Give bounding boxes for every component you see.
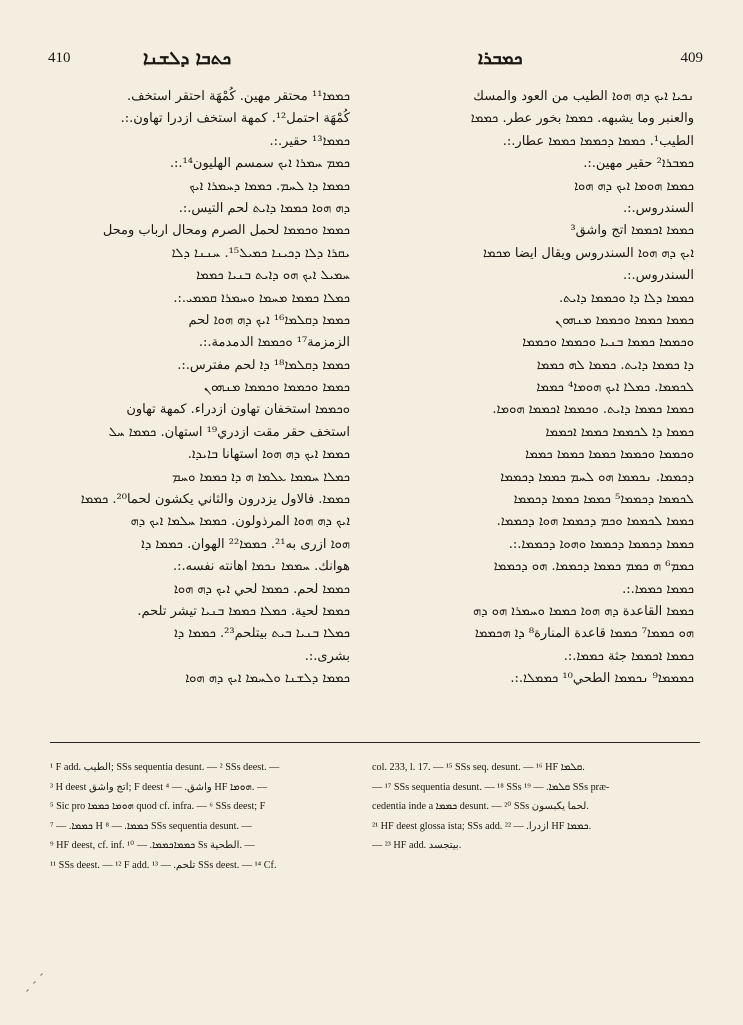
footnote-line: ⁹ HF deest, cf. inf. ܟܡܡܐܟܡܡܐ. — ¹⁰ Ss الطحية. —: [50, 840, 255, 852]
footnote-line: ²¹ HF deest glossa ista; SSs add. ازدرا. — ²² HF ܟܡܡܐ.: [372, 820, 592, 832]
entry-line: الزمزمة¹⁷ ܘܟܡܡܐ الدمدمة.:.: [198, 335, 350, 351]
entry-line: ܟܡܠܐ ܟܡܡܐ ܡܚܡܐ ܘܚܡܪܐ ܩܡܡܝ.:.: [173, 290, 350, 306]
entry-line: ܟܡܡܐ لحية. ܟܡܠܐ ܟܡܡܐ ܒܢܝܐ تيشر تلحم.: [137, 603, 350, 619]
entry-line: ܟܡܡܡܐ⁹ ܢܟܡܡܐ الطحي¹⁰ ܟܡܡܠܐ.:.: [510, 671, 694, 687]
footnote-line: col. 233, l. 17. — ¹⁵ SSs seq. desunt. — ¹⁶ HF ܩܠܡܐ.: [372, 762, 585, 773]
entry-line: ܟܡܠܐ ܚܡܡܐ ܥܠܡܐ ܗ ܕܐ ܟܡܡܐ ܘܚܡ: [172, 469, 350, 485]
entry-line: ܘܟܡܡܐ ܟܡܡܐ ܒܢܝܐ ܘܟܡܡܐ ܘܟܡܡܐ: [522, 335, 694, 351]
entry-line: ܟܡܡܐ ܕܠܫܢܐ ܘܠܚܡܐ ܐܝܟ ܕܗ ܗܘܐ: [185, 671, 350, 687]
entry-line: ܟܡܡܐ ܘܟܡܡܐ لحمل الصرم ومحال ارباب ومحل: [102, 223, 350, 239]
entry-line: ܟܡܠܐ ܒܢܝܐ ܒܝܬ بيتلحم²³. ܟܡܡܐ ܕܐ: [174, 626, 350, 642]
entry-line: والعنبر وما يشبهه. ܟܡܡܐ بخور عطر. ܟܡܡܐ: [470, 111, 694, 127]
entry-line: ܟܡܡܐ ܠܟܡܡܐ ܘܟܡ ܕܟܡܡܐ ܗܘܐ ܕܟܡܡܐ.: [496, 514, 694, 530]
left-footnotes: [50, 758, 360, 876]
entry-line: ܟܡܡܐ ܘܟܡܡܐ ܘܟܡܡܐ ܡܢܗܘܢ: [203, 380, 350, 396]
page-header: [48, 50, 703, 80]
footnote-line: ¹¹ SSs deest. — ¹² F add. تلحم. — ¹³ SSs deest. — ¹⁴ Cf.: [50, 859, 277, 871]
footnote-line: ܟܡܡܐ. — ⁷ H ܟܡܡܐ. — ⁸ SSs sequentia desunt. —: [50, 820, 252, 832]
entry-line: السندروس.:.: [623, 200, 694, 216]
entry-line: بشرى.:.: [304, 648, 350, 664]
entry-line: ܟܡܡܐ ܐܟܡܡܐ جثة ܟܡܡܐ.:.: [563, 648, 694, 664]
entry-line: ܟܡܡܐ ܟܡܡܐ.:.: [622, 581, 694, 597]
entry-line: ܠܟܡܡܐ ܕܟܡܡܐ⁵ ܟܡܡܐ ܟܡܡܐ ܕܟܡܡܐ: [513, 492, 694, 508]
entry-line: ܟܡܡܐ ܕܐ ܠܟܡܡܐ ܟܡܡܐ ܐܟܡܡܐ: [545, 424, 694, 440]
entry-line: ܟܡܡܐ ܕܐ ܠܚܡ. ܟܡܡܐ ܕܚܡܪܐ ܐܝܟ: [189, 178, 350, 194]
entry-line: ܟܡܡܐ ܐܟܡܡܐ اتج واشق³: [570, 223, 694, 239]
entry-line: ܘܟܡܡܐ استخفان تهاون ازدراء. كمهة تهاون: [126, 402, 350, 418]
entry-line: ܟܡܡܐ ܟܡܡܐ ܕܐܝܬ. ܘܟܡܡܐ ܐܟܡܡܐ ܗܘܡܐ.: [492, 402, 694, 418]
left-running-head: ܟܬܒܐ ܕܠܫܢܐ: [143, 48, 232, 69]
footnote-line: ³ H deest اتج واشق; F deest واشق. — ⁴ HF ܗܘܡܐ. —: [50, 781, 268, 793]
entry-line: ܘܟܡܡܐ ܘܟܡܡܐ ܟܡܡܐ ܟܡܡܐ ܟܡܡܐ: [525, 447, 694, 463]
entry-line: ܟܡܡ ܚܡܪܐ ܐܝܟ سمسم الهليون¹⁴.:.: [169, 156, 350, 172]
entry-line: ܚܡܝܠ ܐܝܟ ܗܘ ܕܐܝܬ ܒܢܝܐ ܟܡܡܐ: [196, 268, 350, 284]
right-text-column: [372, 86, 694, 691]
entry-line: ܟܡܡܐ ܕܠܐ ܕܐ ܘܟܡܡܐ ܕܐܝܬ.: [559, 290, 694, 306]
footnote-line: cedentia inde a ܟܡܡܐ desunt. — ²⁰ SSs لحما يكبسون.: [372, 801, 589, 813]
entry-line: ܟܡܡܐ ܕܩܠܡܐ¹⁸ ܕܐ لحم مفترس.:.: [177, 357, 350, 373]
entry-line: كُمْهَة احتمل¹². كمهة استخف ازدرا تهاون.:.: [120, 111, 350, 127]
footnote-line: ⁵ Sic pro ܗܘܡܐ ܟܡܡܐ quod cf. infra. — ⁶ SSs deest; F: [50, 801, 266, 813]
entry-line: ܟܡܡܐ ܗܘܡܐ ܐܝܟ ܕܗ ܗܘܐ: [574, 178, 694, 194]
right-page-number: 409: [680, 50, 703, 66]
entry-line: ܟܡܡܐ ܕܟܡܡܐ ܕܟܡܡܐ ܘܗܘܐ ܕܟܡܡܐ.:.: [508, 536, 694, 552]
entry-line: ܟܡܡ⁶ ܗ ܟܡܡ ܟܡܡܐ ܕܟܡܡܐ. ܗܘ ܕܟܡܡܐ: [493, 559, 694, 575]
entry-line: ܟܡܒܪܐ² حقير مهين.:.: [583, 156, 694, 172]
entry-line: ܟܡܡܐ¹¹ محتقر مهين. كُمْهَة احتقر استخف.: [127, 89, 350, 104]
footnote-line: — ²³ HF add. بيتجسد.: [372, 840, 462, 852]
entry-line: ܟܡܡܐ ܟܡܡܐ ܘܟܡܡܐ ܡܢܗܘܢ: [555, 312, 694, 328]
right-running-head: ܟܡܒܪܐ: [478, 48, 523, 69]
footnote-line: ¹ F add. الطيب; SSs sequentia desunt. — ² SSs deest. —: [50, 762, 280, 773]
entry-line: ܟܡܡܐ ܕܩܠܡܐ¹⁶ ܐܝܟ ܕܗ ܗܘܐ لحم: [188, 312, 350, 328]
left-page-number: 410: [48, 50, 71, 66]
entry-line: السندروس.:.: [623, 268, 694, 284]
entry-line: استخف حقر مقت ازدري¹⁹ استهان. ܟܡܡܐ ܚܠ: [108, 424, 350, 440]
entry-line: ܐܝܟ ܕܗ ܗܘܐ السندروس ويقال ايضا ܡܟܡܐ: [483, 245, 694, 261]
entry-line: هوانك. ܚܡܡܐ ܢܟܡܐ اهانته نفسه.:.: [172, 559, 350, 575]
entry-line: ܝܩܪܐ ܕܠܐ ܕܟܝܢܐ ܟܡܝܠ¹⁵. ܚܢܢܐ ܕܠܐ: [171, 245, 350, 261]
footnote-divider: [50, 742, 700, 743]
entry-line: ܗܘ ܟܡܡܐ⁷ ܟܡܡܐ قاعدة المنارة⁸ ܕܐ ܗܟܡܡܐ: [474, 626, 694, 642]
footnote-line: — ¹⁷ SSs sequentia desunt. — ¹⁸ SSs ܩܠܡܐ. — ¹⁹ SSs præ-: [372, 781, 610, 793]
right-footnotes: [372, 758, 698, 856]
entry-line: ܗܘܐ ازرى به²¹. ܟܡܡܐ²² الهوان. ܟܡܡܐ ܕܐ: [141, 536, 350, 552]
entry-line: ܢܟܝܐ ܐܝܟ ܕܗ ܗܘܐ الطيب من العود والمسك: [473, 89, 694, 104]
entry-line: ܟܡܡܐ. فالاول يزدرون والثاني يكشون لحما²⁰. ܟܡܡܐ: [80, 492, 350, 508]
entry-line: ܟܡܡܐ¹³ حقير.:.: [269, 133, 350, 149]
entry-line: ܕܗ ܗܘܐ ܟܡܡܐ ܕܐܝܬ لحم التيس.:.: [178, 200, 350, 216]
entry-line: الطيب¹. ܟܡܡܐ ܕܟܡܡܐ ܟܡܡܐ عطار.:.: [502, 133, 694, 149]
entry-line: ܠܟܡܡܐ. ܟܡܠܐ ܐܝܟ ܗܘܡܐ⁴ ܟܡܡܐ: [536, 380, 694, 396]
entry-line: ܕܟܡܡܐ. ܢܟܡܡܐ ܗܘ ܠܚܡ ܟܡܡܐ ܕܟܡܡܐ: [500, 469, 694, 485]
entry-line: ܟܡܡܐ ܐܝܟ ܕܗ ܗܘܐ استهانا ܒܐܝܕܐ.: [187, 447, 350, 463]
left-text-column: [50, 86, 350, 691]
entry-line: ܕܐ ܟܡܡܐ ܕܐܝܬ. ܟܡܡܐ ܠܗ ܟܡܡܐ: [536, 357, 694, 373]
entry-line: ܟܡܡܐ القاعدة ܕܗ ܗܘܐ ܟܡܡܐ ܘܚܡܪܐ ܗܘ ܕܗ: [473, 603, 694, 619]
entry-line: ܐܝܟ ܕܗ ܗܘܐ المرذولون. ܟܡܡܐ ܚܠܡܐ ܐܝܟ ܕܗ: [130, 514, 350, 530]
entry-line: ܟܡܡܐ لحم. ܟܡܡܐ لحي ܐܝܟ ܕܗ ܗܘܐ: [173, 581, 350, 597]
page-speck-marks: [20, 968, 60, 1008]
